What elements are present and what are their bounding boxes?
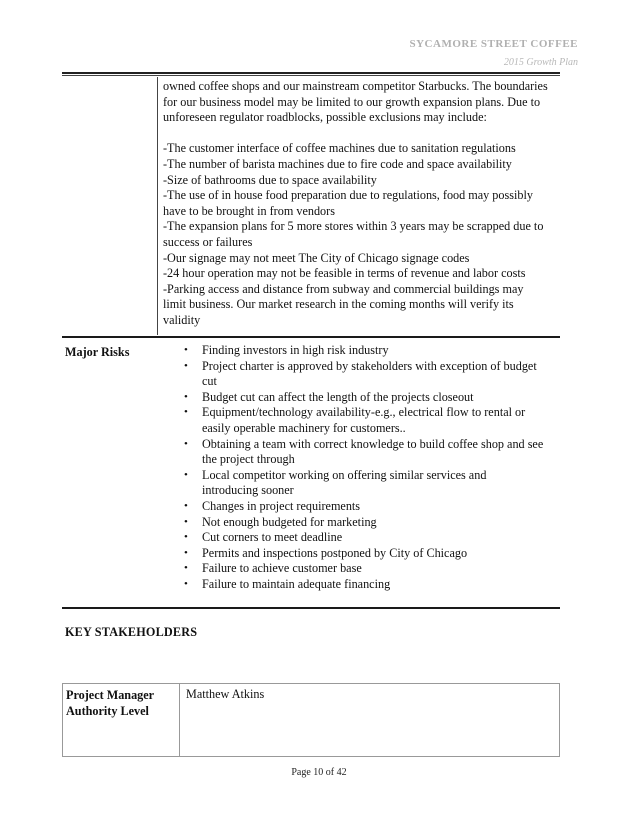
risk-item-text: introducing sooner (202, 483, 294, 498)
risk-item (178, 437, 558, 468)
risk-item (178, 546, 558, 562)
exclusion-line: -Our signage may not meet The City of Chicago signage codes (163, 250, 470, 265)
bullet-icon: • (184, 344, 188, 356)
bullet-icon: • (184, 562, 188, 575)
exclusion-line: -The number of barista machines due to fire code and space availability (163, 156, 512, 171)
key-stakeholders-title: KEY STAKEHOLDERS (65, 625, 198, 639)
page-number: Page 10 of 42 (291, 767, 347, 778)
risk-item-text: Equipment/technology availability-e.g., electrical flow to rental or (202, 405, 526, 420)
bullet-icon: • (184, 437, 188, 450)
risk-item (178, 468, 558, 499)
scope-line: unforeseen regulator roadblocks, possible exclusions may include: (163, 110, 487, 125)
major-risks-label: Major Risks (65, 345, 130, 359)
bullet-icon: • (184, 546, 188, 559)
bullet-icon: • (184, 468, 188, 481)
exclusion-line: have to be brought in from vendors (163, 203, 335, 218)
bullet-icon: • (184, 515, 188, 528)
risk-item (178, 499, 558, 515)
stakeholder-table-divider (179, 684, 180, 756)
header-company: SYCAMORE STREET COFFEE (409, 38, 578, 50)
bullet-icon: • (184, 531, 188, 544)
risk-item (178, 343, 558, 359)
bullet-icon: • (184, 499, 188, 512)
exclusion-line: validity (163, 312, 201, 327)
stakeholder-table (62, 683, 560, 757)
header-rule-thin (62, 75, 560, 76)
risk-item-text: easily operable machinery for customers.. (202, 420, 406, 435)
bullet-icon: • (184, 390, 188, 403)
exclusion-line: -The customer interface of coffee machines due to sanitation regulations (163, 141, 516, 156)
bullet-icon: • (184, 577, 188, 590)
header-subtitle: 2015 Growth Plan (503, 57, 578, 68)
risk-item-text: Permits and inspections postponed by City of Chicago (202, 545, 468, 560)
header-rule (62, 72, 560, 74)
risk-item (178, 359, 558, 390)
bullet-icon: • (184, 359, 188, 372)
risk-item (178, 577, 558, 593)
scope-line: owned coffee shops and our mainstream competitor Starbucks. The boundaries (163, 79, 548, 93)
risk-item-text: Budget cut can affect the length of the projects closeout (202, 389, 474, 404)
risk-item (178, 561, 558, 577)
section-divider (62, 607, 560, 609)
risk-item-text: Local competitor working on offering similar services and (202, 467, 487, 482)
project-manager-name: Matthew Atkins (186, 687, 265, 701)
exclusion-line: -Parking access and distance from subway and commercial buildings may (163, 281, 524, 296)
scope-line: for our business model may be limited to our growth expansion plans. Due to (163, 94, 541, 109)
risk-item-text: Failure to maintain adequate financing (202, 576, 391, 591)
risk-item-text: Failure to achieve customer base (202, 561, 362, 576)
major-risks-list (178, 343, 558, 593)
paragraph-gap (163, 126, 555, 142)
risk-item (178, 405, 558, 436)
project-manager-label (66, 687, 176, 719)
exclusion-line: -The expansion plans for 5 more stores within 3 years may be scrapped due to (163, 219, 544, 234)
exclusion-line: -24 hour operation may not be feasible in terms of revenue and labor costs (163, 266, 526, 281)
risk-item-text: Cut corners to meet deadline (202, 530, 343, 545)
bullet-icon: • (184, 406, 188, 419)
risk-item (178, 390, 558, 406)
risk-item (178, 530, 558, 546)
scope-text-block (163, 79, 555, 329)
risk-item-text: Finding investors in high risk industry (202, 343, 389, 357)
risk-item-text: cut (202, 374, 217, 389)
section-divider (62, 336, 560, 338)
table-column-divider (157, 77, 158, 335)
risk-item-text: the project through (202, 452, 295, 467)
risk-item (178, 515, 558, 531)
exclusion-line: limit business. Our market research in the coming months will verify its (163, 297, 514, 312)
risk-item-text: Obtaining a team with correct knowledge to build coffee shop and see (202, 436, 544, 451)
exclusion-line: -The use of in house food preparation due to regulations, food may possibly (163, 188, 533, 203)
exclusion-line: success or failures (163, 234, 253, 249)
risk-item-text: Changes in project requirements (202, 498, 361, 513)
authority-level-label-line: Authority Level (66, 704, 149, 718)
exclusion-line: -Size of bathrooms due to space availability (163, 172, 377, 187)
project-manager-label-line: Project Manager (66, 688, 155, 702)
risk-item-text: Project charter is approved by stakeholders with exception of budget (202, 358, 537, 373)
risk-item-text: Not enough budgeted for marketing (202, 514, 377, 529)
